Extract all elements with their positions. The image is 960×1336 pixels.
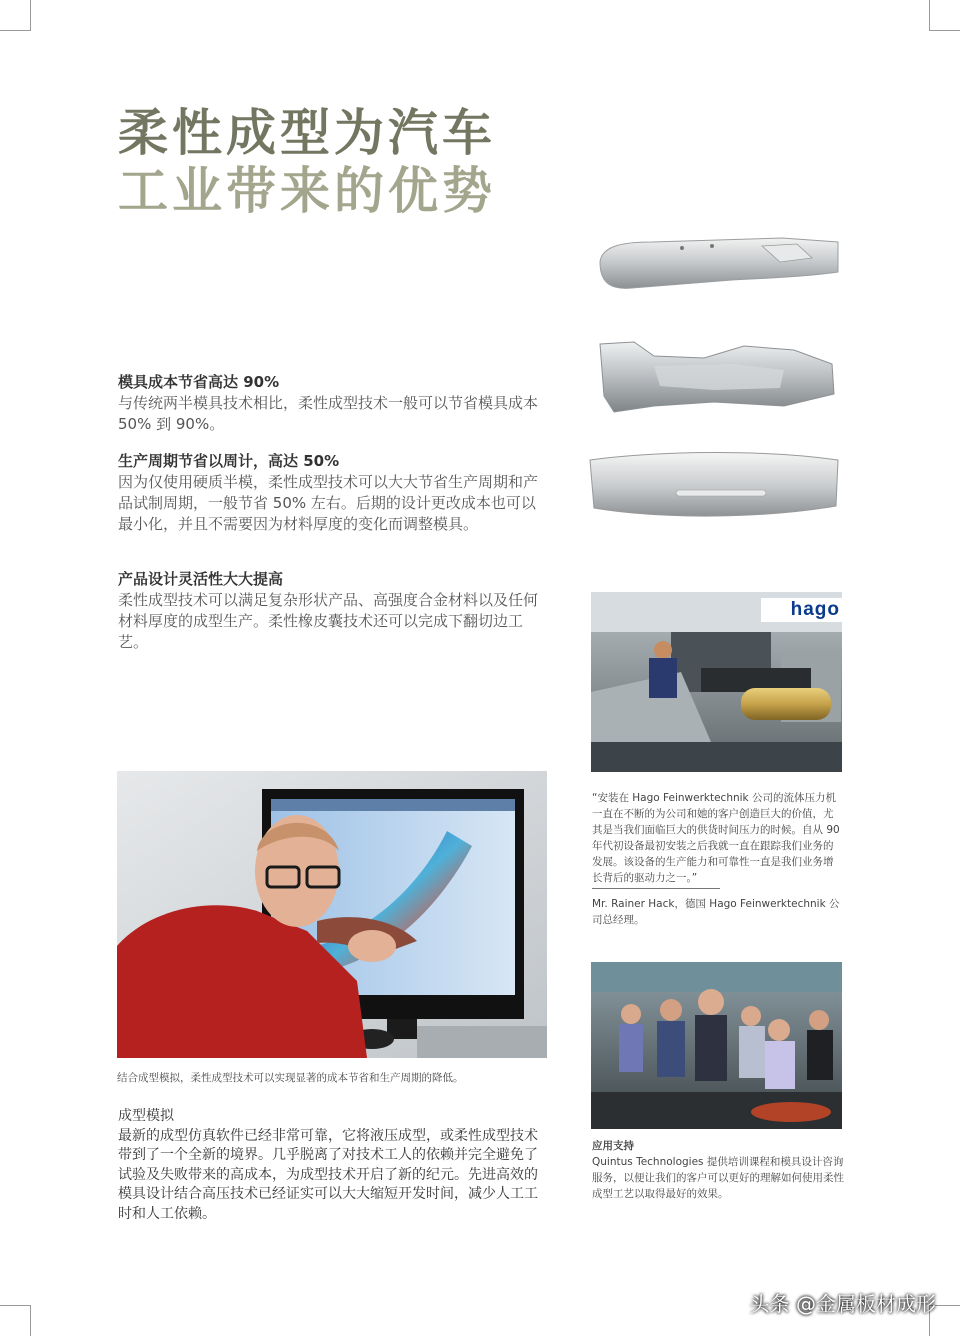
customer-quote: “安装在 Hago Feinwerktechnik 公司的流体压力机一直在不断的为公司和她的客户创造巨大的价值，尤其是当我们面临巨大的供货时间压力的时候。自从 90 年代初设备最初安装之后我就一直在跟踪我们业务的发展。该设备的生产能力和可靠性一直是我们业务增长背后的驱动力之一。”	[592, 792, 840, 884]
crop-mark-bottom-left	[0, 1305, 31, 1336]
factory-press-photo	[591, 592, 842, 772]
quote-divider	[592, 888, 720, 889]
engineer-simulation-illustration	[117, 771, 547, 1058]
page-title	[118, 104, 496, 220]
benefit-body: 柔性成型技术可以满足复杂形状产品、高强度合金材料以及任何材料厚度的成型生产。柔性橡皮囊技术还可以完成下翻切边工艺。	[118, 591, 539, 651]
simulation-section	[118, 1107, 548, 1224]
sheet-metal-part-rail-image	[592, 232, 840, 298]
page-title-line-2: 工业带来的优势	[118, 162, 496, 220]
sheet-metal-part-panel-image	[594, 336, 840, 416]
simulation-body: 最新的成型仿真软件已经非常可靠，它将液压成型，或柔性成型技术带到了一个全新的境界。几乎脱离了对技术工人的依赖并完全避免了试验及失败带来的高成本，为成型技术开启了新的纪元。先进高效的模具设计结合高压技术已经证实可以大大缩短开发时间，减少人工工时和人工依赖。	[118, 1127, 538, 1222]
engineer-photo-caption: 结合成型模拟，柔性成型技术可以实现显著的成本节省和生产周期的降低。	[117, 1072, 464, 1084]
support-section	[592, 1138, 844, 1202]
crop-mark-top-right	[929, 0, 960, 31]
benefit-body: 与传统两半模具技术相比，柔性成型技术一般可以节省模具成本 50% 到 90%。	[118, 394, 539, 433]
benefit-heading: 模具成本节省高达 90%	[118, 373, 280, 391]
watermark-text: 头条 @金属板材成形	[749, 1292, 936, 1316]
crop-mark-top-left	[0, 0, 31, 31]
support-heading: 应用支持	[592, 1140, 634, 1152]
sheet-metal-part-bumper-image	[586, 450, 842, 522]
engineer-simulation-photo	[117, 771, 547, 1058]
benefit-heading: 生产周期节省以周计，高达 50%	[118, 452, 340, 470]
application-support-illustration	[591, 962, 842, 1129]
application-support-photo	[591, 962, 842, 1129]
benefit-lead-time	[118, 451, 548, 535]
benefit-body: 因为仅使用硬质半模，柔性成型技术可以大大节省生产周期和产品试制周期，一般节省 50% 左右。后期的设计更改成本也可以最小化，并且不需要因为材料厚度的变化而调整模具。	[118, 473, 539, 533]
benefit-design-flexibility	[118, 569, 548, 653]
page-title-line-1: 柔性成型为汽车	[118, 104, 496, 162]
simulation-heading: 成型模拟	[118, 1108, 174, 1124]
support-body: Quintus Technologies 提供培训课程和模具设计咨询服务，以便让我们的客户可以更好的理解如何使用柔性成型工艺以取得最好的效果。	[592, 1156, 844, 1200]
factory-sign-text: hago	[790, 599, 840, 620]
quote-attribution: Mr. Rainer Hack，德国 Hago Feinwerktechnik 公司总经理。	[592, 898, 840, 926]
benefit-heading: 产品设计灵活性大大提高	[118, 570, 284, 588]
benefit-tooling-cost	[118, 372, 548, 435]
